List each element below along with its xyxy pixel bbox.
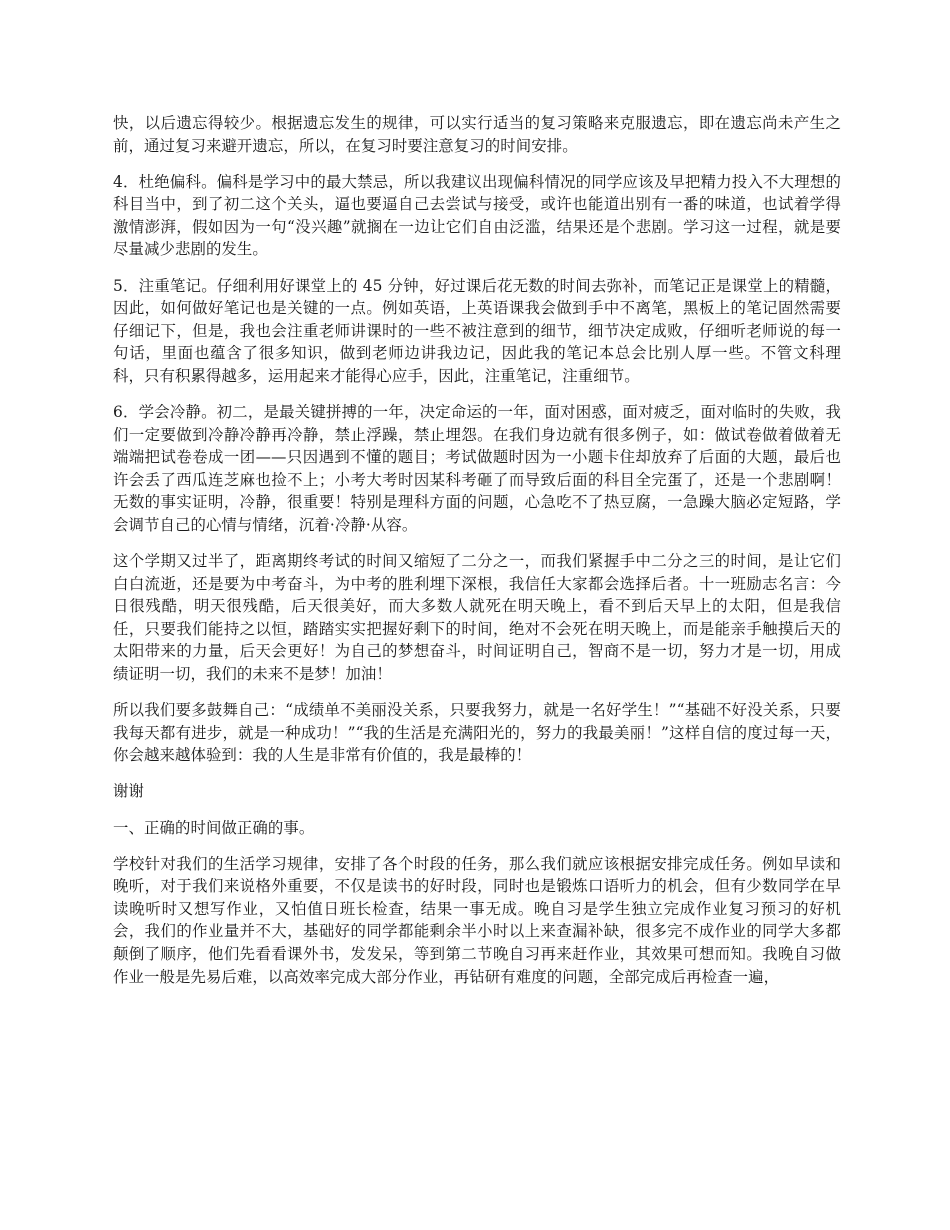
paragraph-notes: 5．注重笔记。仔细利用好课堂上的 45 分钟，好过课后花无数的时间去弥补，而笔记正是课堂上的精髓，因此，如何做好笔记也是关键的一点。例如英语，上英语课我会做到手中不离笔，黑板上的笔记固然需要仔细记下，但是，我也会注重老师讲课时的一些不被注意到的细节，细节决定成败，仔细听老师说的每一句话，里面也蕴含了很多知识，做到老师边讲我边记，因此我的笔记本总会比别人厚一些。不管文科理科，只有积累得越多，运用起来才能得心应手，因此，注重笔记，注重细节。 [113, 276, 841, 385]
paragraph-thanks: 谢谢 [113, 782, 144, 801]
paragraph-forgetting: 快，以后遗忘得较少。根据遗忘发生的规律，可以实行适当的复习策略来克服遗忘，即在遗忘尚未产生之前，通过复习来避开遗忘，所以，在复习时要注意复习的时间安排。 [113, 114, 841, 155]
paragraph-calm: 6．学会冷静。初二，是最关键拼搏的一年，决定命运的一年，面对困惑，面对疲乏，面对临时的失败，我们一定要做到冷静冷静再冷静，禁止浮躁，禁止埋怨。在我们身边就有很多例子，如：做试卷做着做着无端端把试卷卷成一团——只因遇到不懂的题目；考试做题时因为一小题卡住却放弃了后面的大题，最后也许会丢了西瓜连芝麻也捡不上；小考大考时因某科考砸了而导致后面的科目全完蛋了，还是一个悲剧啊！无数的事实证明，冷静，很重要！特别是理科方面的问题，心急吃不了热豆腐，一急躁大脑必定短路，学会调节自己的心情与情绪，沉着·冷静·从容。 [113, 403, 841, 534]
paragraph-schedule: 学校针对我们的生活学习规律，安排了各个时段的任务，那么我们就应该根据安排完成任务。例如早读和晚听，对于我们来说格外重要，不仅是读书的好时段，同时也是锻炼口语听力的机会，但有少数同学在早读晚听时又想写作业，又怕值日班长检查，结果一事无成。晚自习是学生独立完成作业复习预习的好机会，我们的作业量并不大，基础好的同学都能剩余半小时以上来查漏补缺，很多完不成作业的同学大多都颠倒了顺序，他们先看看课外书，发发呆，等到第二节晚自习再来赶作业，其效果可想而知。我晚自习做作业一般是先易后难，以高效率完成大部分作业，再钻研有难度的问题，全部完成后再检查一遍， [113, 854, 841, 986]
section-heading: 一、正确的时间做正确的事。 [113, 818, 315, 837]
paragraph-semester: 这个学期又过半了，距离期终考试的时间又缩短了二分之一，而我们紧握手中二分之三的时间，是让它们白白流逝，还是要为中考奋斗，为中考的胜利埋下深根，我信任大家都会选择后者。十一班励志名言：今日很残酷，明天很残酷，后天很美好，而大多数人就死在明天晚上，看不到后天早上的太阳，但是我信任，只要我们能持之以恒，踏踏实实把握好剩下的时间，绝对不会死在明天晚上，而是能亲手触摸后天的太阳带来的力量，后天会更好！为自己的梦想奋斗，时间证明自己，智商不是一切，努力才是一切，用成绩证明一切，我们的未来不是梦！加油！ [113, 552, 841, 684]
paragraph-avoid-partiality: 4．杜绝偏科。偏科是学习中的最大禁忌，所以我建议出现偏科情况的同学应该及早把精力投入不大理想的科目当中，到了初二这个关头，逼也要逼自己去尝试与接受，或许也能道出别有一番的味道，也试着学得激情澎湃，假如因为一句“没兴趣”就搁在一边让它们自由泛滥，结果还是个悲剧。学习这一过程，就是要尽量减少悲剧的发生。 [113, 172, 841, 259]
paragraph-encourage: 所以我们要多鼓舞自己：“成绩单不美丽没关系，只要我努力，就是一名好学生！”“基础不好没关系，只要我每天都有进步，就是一种成功！”“我的生活是充满阳光的，努力的我最美丽！”这样自信的度过每一天，你会越来越体验到：我的人生是非常有价值的，我是最棒的！ [113, 701, 841, 765]
document-body [113, 112, 841, 1002]
